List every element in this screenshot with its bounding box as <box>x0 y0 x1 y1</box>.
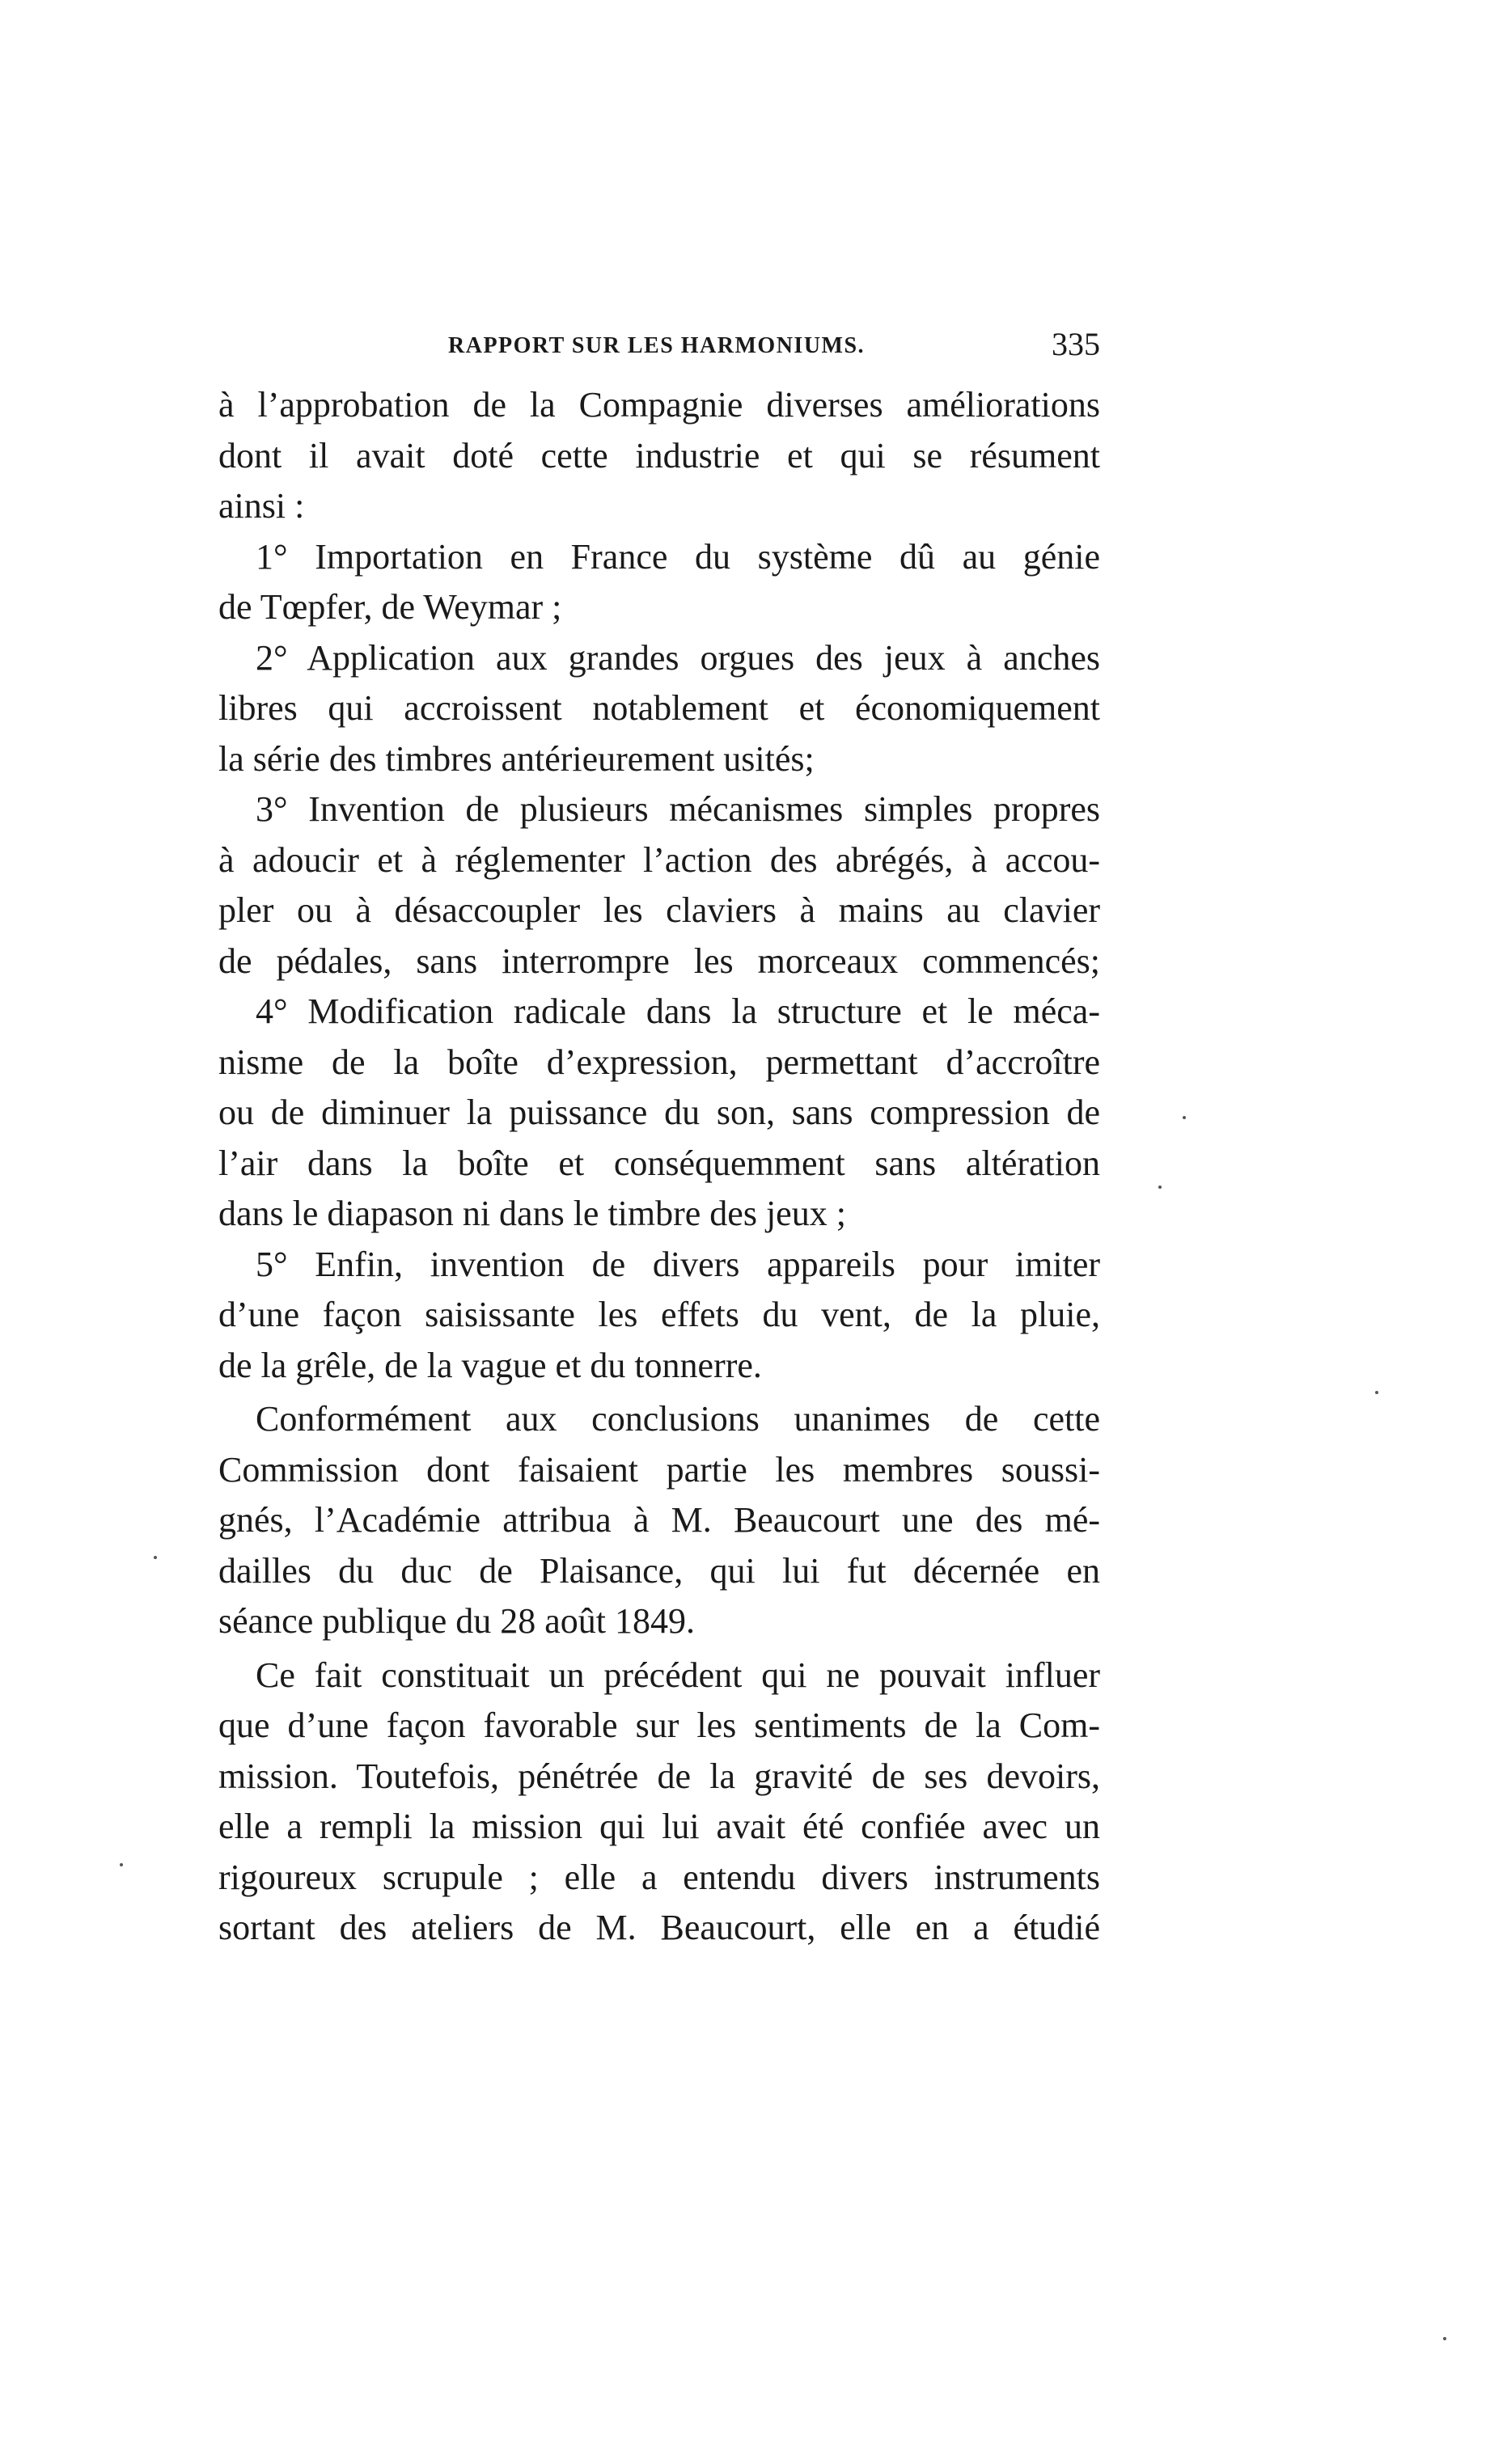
list-item-2: 2° Application aux grandes orgues des jeux à anches <box>256 637 1100 678</box>
page-number: 335 <box>1052 326 1100 362</box>
text-line: séance publique du 28 août 1849. <box>218 1601 695 1641</box>
running-title: RAPPORT SUR LES HARMONIUMS. <box>448 333 866 358</box>
text-line: de Tœpfer, de Weymar ; <box>218 587 562 627</box>
scan-speck <box>120 1863 123 1866</box>
text-line: elle a rempli la mission qui lui avait été confiée avec un <box>218 1807 1100 1846</box>
text-line: à adoucir et à réglementer l’action des abrégés, à accou- <box>218 839 1100 880</box>
text-line: mission. Toutefois, pénétrée de la gravité de ses devoirs, <box>218 1756 1100 1796</box>
paragraph-start: Conformément aux conclusions unanimes de cette <box>256 1399 1100 1439</box>
body-text <box>218 380 1100 1954</box>
text-line: que d’une façon favorable sur les sentiments de la Com- <box>218 1705 1100 1745</box>
text-line: ou de diminuer la puissance du son, sans compression de <box>218 1093 1100 1132</box>
list-item-1: 1° Importation en France du système dû au génie <box>256 536 1100 577</box>
text-line: sortant des ateliers de M. Beaucourt, elle en a étudié <box>218 1908 1100 1947</box>
text-line: l’air dans la boîte et conséquemment sans altération <box>218 1143 1100 1183</box>
paragraph-start: Ce fait constituait un précédent qui ne pouvait influer <box>256 1655 1100 1695</box>
text-line: d’une façon saisissante les effets du vent, de la pluie, <box>218 1295 1100 1334</box>
scan-speck <box>1158 1186 1162 1189</box>
text-line: nisme de la boîte d’expression, permettant d’accroître <box>218 1042 1100 1082</box>
text-line: rigoureux scrupule ; elle a entendu divers instruments <box>218 1857 1100 1897</box>
scan-speck <box>1443 2337 1446 2340</box>
list-item-5: 5° Enfin, invention de divers appareils pour imiter <box>256 1244 1100 1284</box>
text-line: pler ou à désaccoupler les claviers à mains au clavier <box>218 890 1100 930</box>
list-item-3: 3° Invention de plusieurs mécanismes simples propres <box>256 789 1100 829</box>
text-line: Commission dont faisaient partie les membres soussi- <box>218 1449 1100 1490</box>
text-line: dans le diapason ni dans le timbre des jeux ; <box>218 1194 846 1233</box>
scan-speck <box>154 1556 157 1559</box>
scan-speck <box>1375 1391 1378 1394</box>
text-line: dont il avait doté cette industrie et qui se résument <box>218 435 1100 475</box>
text-line: la série des timbres antérieurement usités; <box>218 738 815 779</box>
text-line: libres qui accroissent notablement et économiquement <box>218 688 1100 728</box>
text-line: à l’approbation de la Compagnie diverses améliorations <box>218 385 1100 425</box>
list-item-4: 4° Modification radicale dans la structure et le méca- <box>256 991 1100 1031</box>
text-line: de pédales, sans interrompre les morceaux commencés; <box>218 940 1100 981</box>
text-line: gnés, l’Académie attribua à M. Beaucourt une des mé- <box>218 1500 1100 1540</box>
scan-speck <box>1183 1116 1186 1119</box>
text-line: ainsi : <box>218 486 305 526</box>
running-head <box>218 325 1100 374</box>
text-line: dailles du duc de Plaisance, qui lui fut décernée en <box>218 1550 1100 1591</box>
text-line: de la grêle, de la vague et du tonnerre. <box>218 1345 762 1385</box>
